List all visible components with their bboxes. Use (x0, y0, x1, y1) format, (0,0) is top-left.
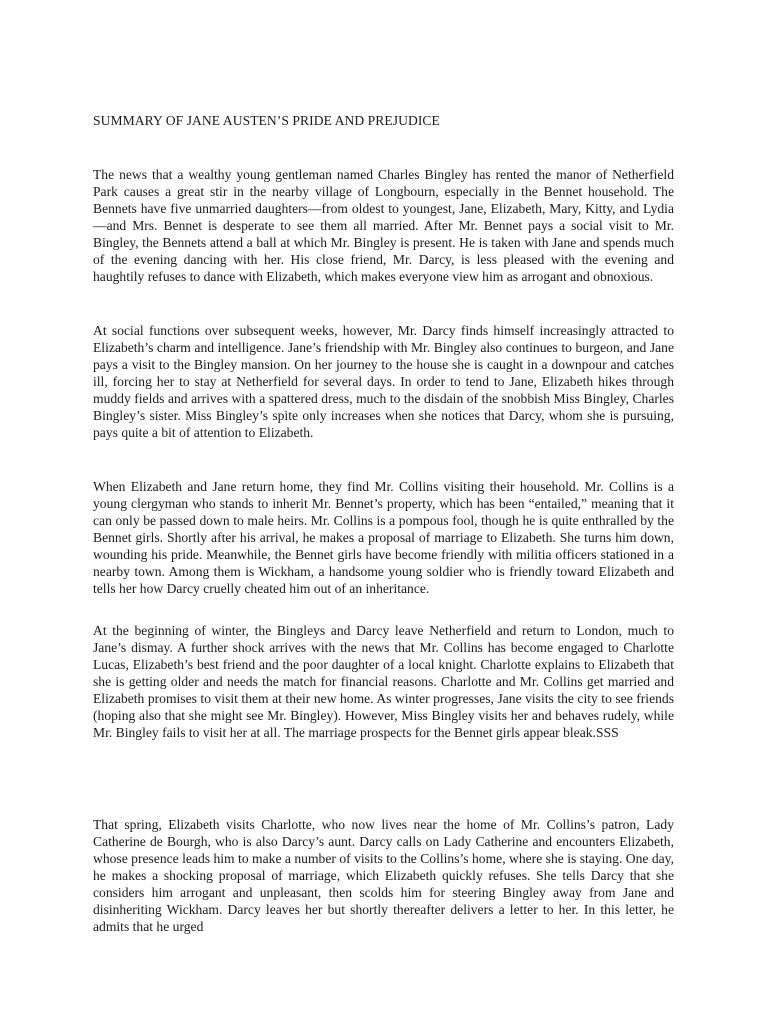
paragraph-2: At social functions over subsequent weeks, however, Mr. Darcy finds himself increasingly attracted to Elizabeth’s charm and intelligence. Jane’s friendship with Mr. Bingley also continues to burgeon, and Jane pays a visit to the Bingley mansion. On her journey to the house she is caught in a downpour and catches ill, forcing her to stay at Netherfield for several days. In order to tend to Jane, Elizabeth hikes through muddy fields and arrives with a spattered dress, much to the disdain of the snobbish Miss Bingley, Charles Bingley’s sister. Miss Bingley’s spite only increases when she notices that Darcy, whom she is pursuing, pays quite a bit of attention to Elizabeth. (93, 323, 674, 440)
paragraph-5: That spring, Elizabeth visits Charlotte, who now lives near the home of Mr. Collins’s patron, Lady Catherine de Bourgh, who is also Darcy’s aunt. Darcy calls on Lady Catherine and encounters Elizabeth, whose presence leads him to make a number of visits to the Collins’s home, where she is staying. One day, he makes a shocking proposal of marriage, which Elizabeth quickly refuses. She tells Darcy that she considers him arrogant and unpleasant, then scolds him for steering Bingley away from Jane and disinheriting Wickham. Darcy leaves her but shortly thereafter delivers a letter to her. In this letter, he admits that he urged (93, 817, 674, 934)
paragraph-4: At the beginning of winter, the Bingleys and Darcy leave Netherfield and return to London, much to Jane’s dismay. A further shock arrives with the news that Mr. Collins has become engaged to Charlotte Lucas, Elizabeth’s best friend and the poor daughter of a local knight. Charlotte explains to Elizabeth that she is getting older and needs the match for financial reasons. Charlotte and Mr. Collins get married and Elizabeth promises to visit them at their new home. As winter progresses, Jane visits the city to see friends (hoping also that she might see Mr. Bingley). However, Miss Bingley visits her and behaves rudely, while Mr. Bingley fails to visit her at all. The marriage prospects for the Bennet girls appear bleak.SSS (93, 623, 674, 740)
document-title: SUMMARY OF JANE AUSTEN’S PRIDE AND PREJUDICE (93, 113, 440, 128)
paragraph-1: The news that a wealthy young gentleman named Charles Bingley has rented the manor of Netherfield Park causes a great stir in the nearby village of Longbourn, especially in the Bennet household. The Bennets have five unmarried daughters—from oldest to youngest, Jane, Elizabeth, Mary, Kitty, and Lydia—and Mrs. Bennet is desperate to see them all married. After Mr. Bennet pays a social visit to Mr. Bingley, the Bennets attend a ball at which Mr. Bingley is present. He is taken with Jane and spends much of the evening dancing with her. His close friend, Mr. Darcy, is less pleased with the evening and haughtily refuses to dance with Elizabeth, which makes everyone view him as arrogant and obnoxious. (93, 167, 674, 284)
paragraph-3: When Elizabeth and Jane return home, they find Mr. Collins visiting their household. Mr. Collins is a young clergyman who stands to inherit Mr. Bennet’s property, which has been “entailed,” meaning that it can only be passed down to male heirs. Mr. Collins is a pompous fool, though he is quite enthralled by the Bennet girls. Shortly after his arrival, he makes a proposal of marriage to Elizabeth. She turns him down, wounding his pride. Meanwhile, the Bennet girls have become friendly with militia officers stationed in a nearby town. Among them is Wickham, a handsome young soldier who is friendly toward Elizabeth and tells her how Darcy cruelly cheated him out of an inheritance. (93, 479, 674, 596)
